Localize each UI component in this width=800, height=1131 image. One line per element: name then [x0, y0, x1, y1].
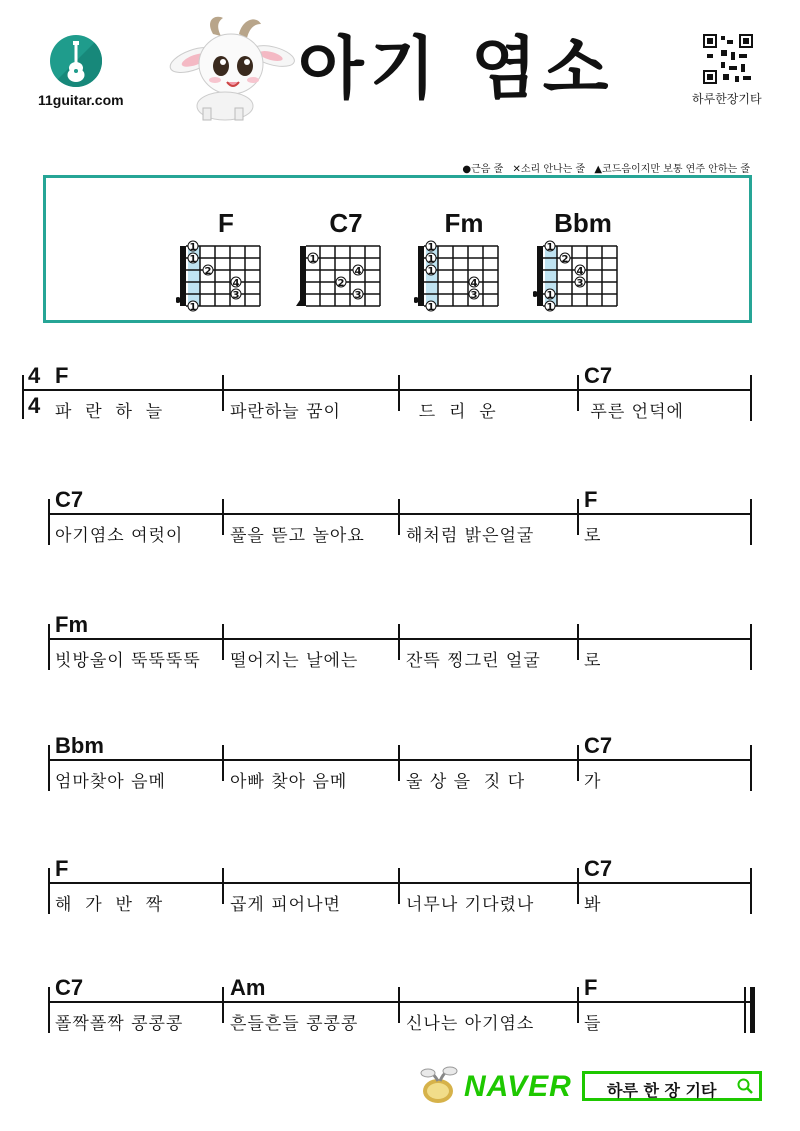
lyric-measure: 떨어지는 날에는 [230, 651, 359, 671]
chord-name: Bbm [554, 208, 612, 238]
barline [577, 868, 579, 904]
staff-line [50, 513, 752, 515]
barline [48, 868, 50, 914]
barline [398, 499, 400, 535]
lyric-measure: 해처럼 밝은얼굴 [406, 526, 535, 546]
chord-name: F [218, 208, 234, 238]
time-signature-top: 4 [28, 363, 41, 388]
svg-text:1: 1 [546, 290, 554, 301]
svg-text:2: 2 [204, 266, 212, 277]
barline [48, 499, 50, 545]
chord-symbol: Am [230, 975, 266, 1000]
lyric-measure: 엄마찾아 음메 [55, 772, 166, 792]
svg-text:1: 1 [189, 254, 197, 265]
barline [222, 624, 224, 660]
svg-text:3: 3 [576, 278, 584, 289]
lyric-measure: 잔뜩 찡그린 얼굴 [406, 651, 541, 671]
chord-symbol: C7 [584, 856, 613, 881]
score-row [0, 975, 800, 1055]
lyric-measure: 파 란 하 늘 [55, 402, 164, 422]
lyric-measure: 너무나 기다렸나 [406, 895, 535, 915]
barline [398, 868, 400, 904]
lyric-measure: 해 가 반 짝 [55, 895, 164, 915]
chord-symbol: C7 [584, 733, 613, 758]
qr-caption: 하루한장기타 [692, 92, 762, 106]
svg-text:3: 3 [354, 290, 362, 301]
naver-search-box[interactable] [582, 1071, 762, 1101]
barline [750, 624, 752, 670]
barline [48, 624, 50, 670]
staff-line [50, 638, 752, 640]
barline [222, 499, 224, 535]
chord-name: C7 [329, 208, 363, 238]
legend [456, 160, 750, 175]
svg-text:1: 1 [189, 302, 197, 313]
chord-symbol: C7 [55, 487, 84, 512]
lyric-measure: 흔들흔들 콩콩콩 [230, 1014, 359, 1034]
lyric-measure: 풀을 뜯고 놀아요 [230, 526, 365, 546]
search-icon[interactable] [737, 1078, 753, 1094]
svg-text:3: 3 [470, 290, 478, 301]
barline [577, 375, 579, 411]
lyric-measure: 드 리 운 [406, 402, 497, 422]
search-query: 하루 한 장 기타 [607, 1081, 717, 1100]
qr-code-icon[interactable] [703, 34, 753, 84]
guitar-logo-icon [50, 35, 102, 87]
barline [398, 987, 400, 1023]
svg-text:1: 1 [427, 254, 435, 265]
chord-symbol: C7 [55, 975, 84, 1000]
svg-text:4: 4 [576, 266, 584, 277]
svg-text:4: 4 [470, 278, 478, 289]
svg-text:1: 1 [309, 254, 317, 265]
svg-text:4: 4 [232, 278, 240, 289]
chord-name: Fm [444, 208, 484, 238]
site-name: 11guitar.com [38, 92, 124, 108]
svg-text:1: 1 [546, 302, 554, 313]
score-row [0, 363, 800, 443]
barline [222, 987, 224, 1023]
legend-mute: ✕소리 안나는 줄 [512, 164, 586, 175]
score-row [0, 733, 800, 813]
chord-symbol: Bbm [55, 733, 104, 758]
staff-line [50, 882, 752, 884]
svg-text:1: 1 [546, 242, 554, 253]
legend-root: ●근음 줄 [462, 164, 504, 175]
svg-text:2: 2 [561, 254, 569, 265]
score-row [0, 487, 800, 567]
legend-optional: ▲코드음이지만 보통 연주 안하는 줄 [594, 164, 750, 175]
lyric-measure: 가 [584, 772, 602, 792]
chord-diagram-box [43, 175, 752, 323]
lyric-measure: 빗방울이 뚝뚝뚝뚝 [55, 651, 201, 671]
barline [48, 745, 50, 791]
score-row [0, 856, 800, 936]
lyric-measure: 아빠 찾아 음메 [230, 772, 348, 792]
lyric-measure: 아기염소 여럿이 [55, 526, 184, 546]
staff-line [22, 389, 752, 391]
barline [222, 868, 224, 904]
svg-text:1: 1 [189, 242, 197, 253]
barline [398, 624, 400, 660]
song-title: 아기 염소 [298, 30, 615, 109]
svg-text:1: 1 [427, 242, 435, 253]
barline [398, 375, 400, 411]
barline [222, 375, 224, 411]
chord-symbol: F [55, 363, 69, 388]
barline [22, 375, 24, 419]
chord-symbol: F [584, 975, 598, 1000]
svg-text:1: 1 [427, 266, 435, 277]
final-barline-thin [744, 987, 746, 1033]
barline [48, 987, 50, 1033]
lyric-measure: 곱게 피어나면 [230, 895, 341, 915]
lyric-measure: 신나는 아기염소 [406, 1014, 535, 1034]
svg-text:2: 2 [337, 278, 345, 289]
barline [577, 987, 579, 1023]
chord-symbol: Fm [55, 612, 88, 637]
chord-symbol: C7 [584, 363, 613, 388]
barline [750, 375, 752, 421]
lyric-measure: 폴짝폴짝 콩콩콩 [55, 1014, 184, 1034]
barline [750, 868, 752, 914]
naver-blog-icon [416, 1065, 460, 1105]
naver-logo: NAVER [464, 1070, 572, 1103]
barline [398, 745, 400, 781]
barline [577, 745, 579, 781]
chord-symbol: F [55, 856, 69, 881]
staff-line [50, 1001, 752, 1003]
svg-text:1: 1 [427, 302, 435, 313]
goat-illustration-icon [165, 12, 295, 122]
svg-text:4: 4 [354, 266, 362, 277]
barline [577, 499, 579, 535]
staff-line [50, 759, 752, 761]
time-signature-bottom: 4 [28, 393, 41, 418]
lyric-measure: 파란하늘 꿈이 [230, 402, 341, 422]
chord-symbol: F [584, 487, 598, 512]
lyric-measure: 들 [584, 1014, 602, 1034]
barline [750, 499, 752, 545]
lyric-measure: 로 [584, 526, 602, 546]
barline [750, 987, 755, 1033]
barline [222, 745, 224, 781]
score-row [0, 612, 800, 692]
barline [750, 745, 752, 791]
lyric-measure: 봐 [584, 895, 602, 915]
lyric-measure: 푸른 언덕에 [584, 402, 684, 422]
svg-text:3: 3 [232, 290, 240, 301]
lyric-measure: 로 [584, 651, 602, 671]
barline [577, 624, 579, 660]
lyric-measure: 울 상 을 짓 다 [406, 772, 526, 792]
